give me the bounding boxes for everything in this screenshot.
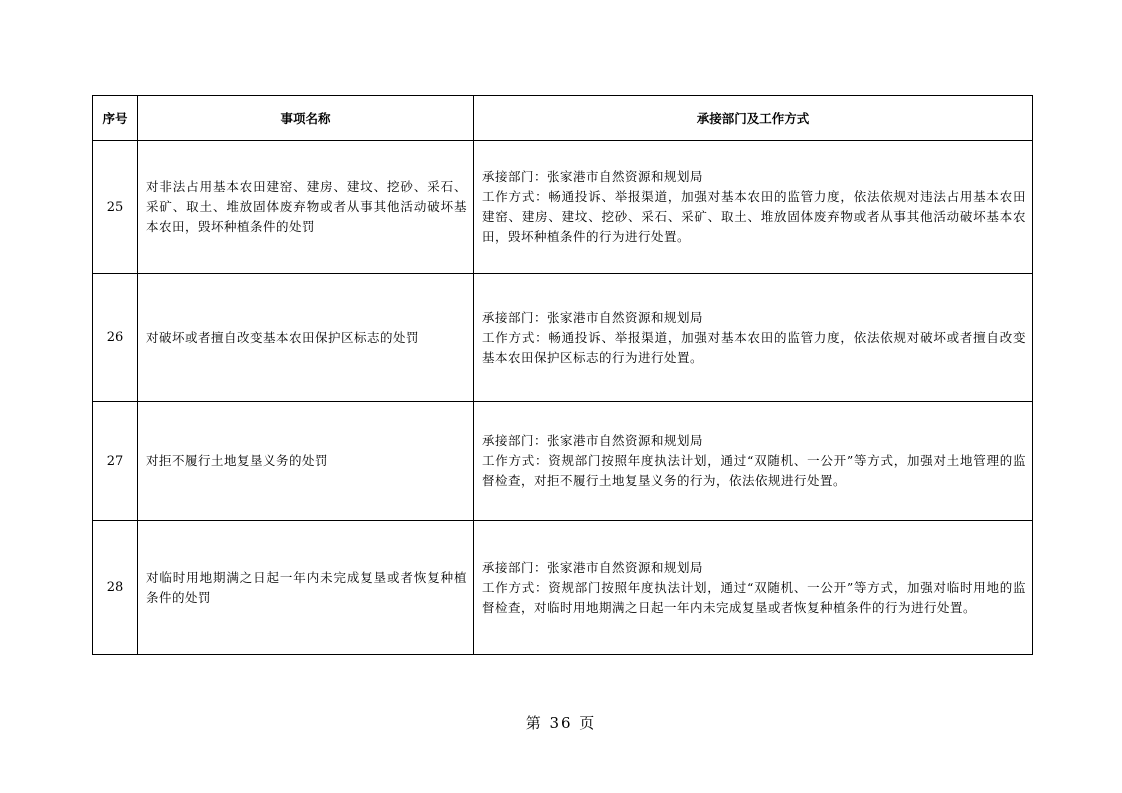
table-row xyxy=(93,141,1033,274)
row-item-name: 对破坏或者擅自改变基本农田保护区标志的处罚 xyxy=(138,274,474,402)
method-text: 工作方式：畅通投诉、举报渠道，加强对基本农田的监管力度，依法依规对违法占用基本农田建窑、建房、建坟、挖砂、采石、采矿、取土、堆放固体废弃物或者从事其他活动破坏基本农田，毁坏种植条件的行为进行处置。 xyxy=(482,189,1026,244)
row-serial-no: 27 xyxy=(93,402,138,521)
row-item-name: 对非法占用基本农田建窑、建房、建坟、挖砂、采石、采矿、取土、堆放固体废弃物或者从事其他活动破坏基本农田，毁坏种植条件的处罚 xyxy=(138,141,474,274)
page-number: 第 36 页 xyxy=(525,714,597,732)
dept-text: 承接部门：张家港市自然资源和规划局 xyxy=(482,433,704,448)
row-dept-method xyxy=(474,521,1033,655)
dept-text: 承接部门：张家港市自然资源和规划局 xyxy=(482,559,704,575)
row-item-name: 对临时用地期满之日起一年内未完成复垦或者恢复种植条件的处罚 xyxy=(138,521,474,655)
row-serial-no: 25 xyxy=(93,141,138,274)
table-row xyxy=(93,274,1033,402)
matters-table xyxy=(92,95,1033,655)
method-text: 工作方式：资规部门按照年度执法计划，通过“双随机、一公开”等方式，加强对土地管理的监督检查，对拒不履行土地复垦义务的行为，依法依规进行处置。 xyxy=(482,453,1026,488)
header-item-name: 事项名称 xyxy=(138,96,474,141)
row-serial-no: 26 xyxy=(93,274,138,402)
row-item-name: 对拒不履行土地复垦义务的处罚 xyxy=(138,402,474,521)
dept-text: 承接部门：张家港市自然资源和规划局 xyxy=(482,169,704,184)
table-row xyxy=(93,521,1033,655)
row-dept-method xyxy=(474,402,1033,521)
dept-text: 承接部门：张家港市自然资源和规划局 xyxy=(482,309,704,325)
header-dept-method: 承接部门及工作方式 xyxy=(474,96,1033,141)
method-text: 工作方式：资规部门按照年度执法计划，通过“双随机、一公开”等方式，加强对临时用地的监督检查，对临时用地期满之日起一年内未完成复垦或者恢复种植条件的行为进行处置。 xyxy=(482,579,1026,615)
row-dept-method xyxy=(474,141,1033,274)
row-serial-no: 28 xyxy=(93,521,138,655)
method-text: 工作方式：畅通投诉、举报渠道，加强对基本农田的监管力度，依法依规对破坏或者擅自改变基本农田保护区标志的行为进行处置。 xyxy=(482,329,1026,365)
table-header-row xyxy=(93,96,1033,141)
table-row xyxy=(93,402,1033,521)
row-dept-method xyxy=(474,274,1033,402)
header-serial-no: 序号 xyxy=(93,96,138,141)
